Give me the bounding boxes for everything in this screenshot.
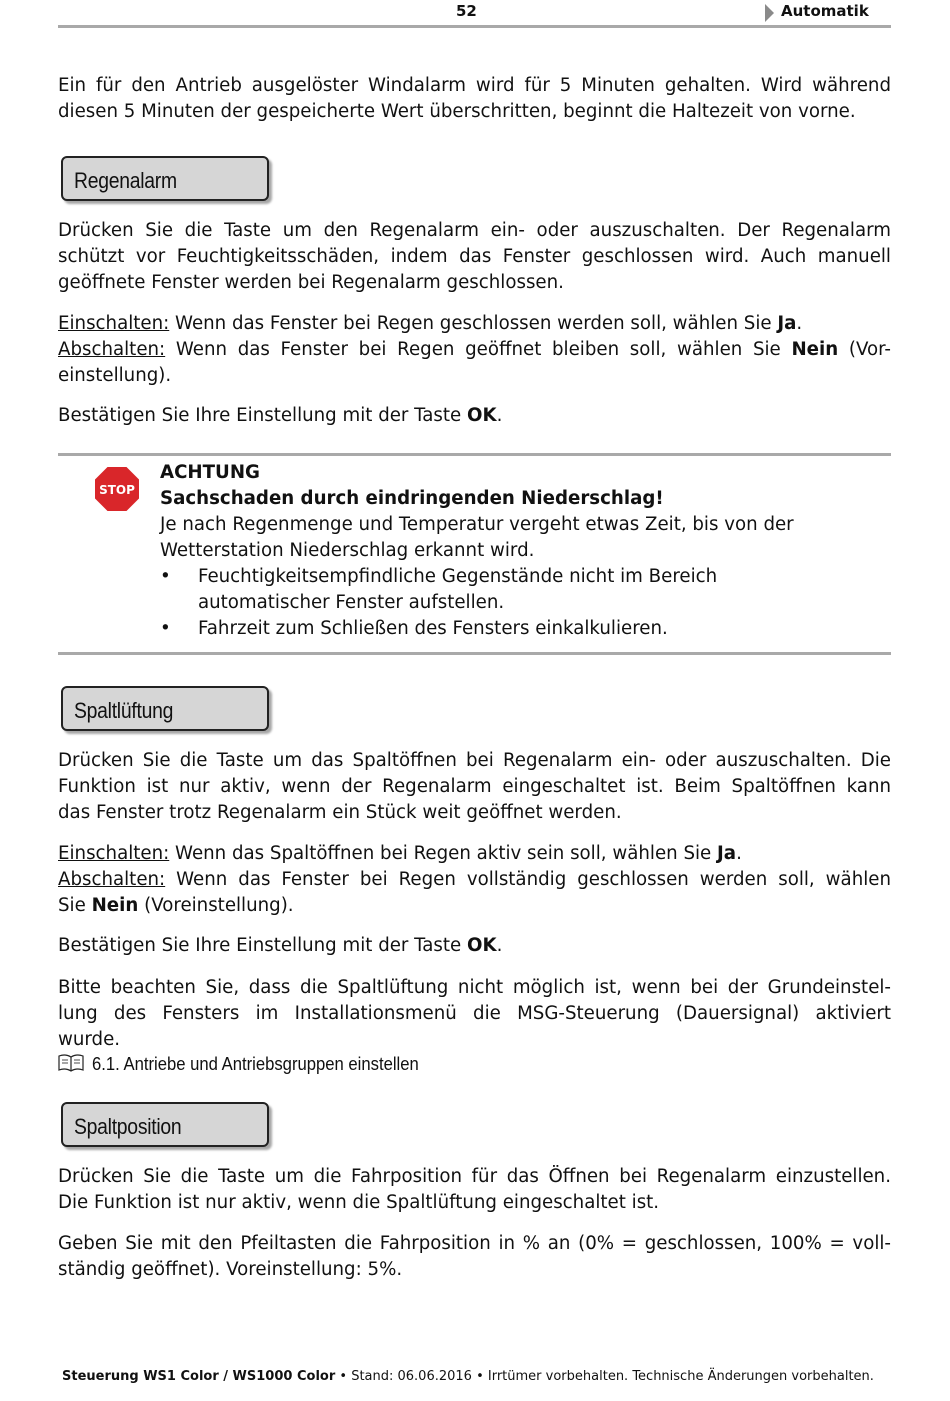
punctuation: . [796,313,803,334]
spaltlueftung-note [58,975,891,1053]
option-on-label: Einschalten: [58,843,170,864]
text-line: Geben Sie mit den Pfeiltasten die Fahrposition in % an (0% = geschlossen, 100% = voll- [58,1233,891,1254]
text-line: Wetterstation Niederschlag erkannt wird. [160,540,535,561]
ok-key: OK [467,405,497,426]
ok-key: OK [467,935,497,956]
option-off-text: Wenn das Fenster bei Regen geöffnet bleiben soll, wählen Sie [165,339,792,360]
footer-separator: • [335,1369,352,1384]
text-line: Je nach Regenmenge und Temperatur vergeht etwas Zeit, bis von der [160,514,794,535]
text-line: Drücken Sie die Taste um die Fahrposition für das Öffnen bei Regenalarm einzustellen. [58,1166,891,1187]
spaltlueftung-confirm [58,933,891,959]
text-line: Die Funktion ist nur aktiv, wenn die Spaltlüftung eingeschaltet ist. [58,1192,660,1213]
bullet-icon: • [160,618,171,639]
section-title: Automatik [781,2,869,20]
stop-sign-label: STOP [99,483,135,497]
regenalarm-description [58,218,891,296]
option-on-text: Wenn das Spaltöffnen bei Regen aktiv sein soll, wählen Sie [169,843,718,864]
confirm-text: Bestätigen Sie Ihre Einstellung mit der Taste [58,935,468,956]
punctuation: . [496,405,503,426]
warning-content [160,460,880,642]
option-off-text: Wenn das Fenster bei Regen vollständig geschlossen werden soll, wählen [165,869,891,890]
option-off-end: (Vor- [838,339,891,360]
text-line: diesen 5 Minuten der gespeicherte Wert überschritten, beginnt die Haltezeit von vorne. [58,101,856,122]
page-number: 52 [456,2,477,20]
book-icon [58,1054,84,1072]
text-line: Feuchtigkeitsempfindliche Gegenstände nicht im Bereich [198,566,718,587]
option-on-text: Wenn das Fenster bei Regen geschlossen werden soll, wählen Sie [169,313,778,334]
text-line: Bitte beachten Sie, dass die Spaltlüftung nicht möglich ist, wenn bei der Grundeinstel- [58,977,891,998]
button-label: Spaltlüftung [74,698,174,723]
spaltlueftung-options [58,841,891,919]
option-on-value: Ja [777,313,797,334]
text-line: Ein für den Antrieb ausgelöster Windalarm wird für 5 Minuten gehalten. Wird während [58,75,891,96]
reference-text: 6.1. Antriebe und Antriebsgruppen einstellen [92,1053,419,1074]
text-line: schützt vor Feuchtigkeitsschäden, indem das Fenster geschlossen wird. Auch manuell [58,246,891,267]
list-item [160,564,880,616]
regenalarm-options [58,311,891,389]
regenalarm-confirm [58,403,891,429]
punctuation: . [496,935,503,956]
option-off-label: Abschalten: [58,869,166,890]
text-line: geöffnete Fenster werden bei Regenalarm geschlossen. [58,272,564,293]
text-line: das Fenster trotz Regenalarm ein Stück weit geöffnet werden. [58,802,622,823]
text-line: einstellung). [58,365,172,386]
option-on-value: Ja [717,843,737,864]
intro-paragraph [58,73,891,125]
warning-title: ACHTUNG [160,462,260,483]
stop-sign-icon [94,466,140,512]
button-label: Regenalarm [74,168,177,193]
warning-rule-top [58,453,891,456]
footer-disclaimer: Irrtümer vorbehalten. Technische Änderungen vorbehalten. [487,1369,874,1384]
cross-reference-link[interactable] [58,1053,455,1075]
option-off-value: Nein [791,339,839,360]
text-line: lung des Fensters im Installationsmenü die MSG-Steuerung (Dauersignal) aktiviert [58,1003,891,1024]
spaltposition-instruction [58,1231,891,1283]
section-arrow-icon [765,4,774,22]
option-off-label: Abschalten: [58,339,166,360]
spaltlueftung-button[interactable] [61,686,269,731]
footer-separator: • [471,1369,488,1384]
page-footer [62,1369,874,1384]
header-rule [58,25,891,28]
list-item [160,616,880,642]
text-line: ständig geöffnet). Voreinstellung: 5%. [58,1259,403,1280]
warning-subtitle: Sachschaden durch eindringenden Niederschlag! [160,488,664,509]
spaltlueftung-description [58,748,891,826]
spaltposition-button[interactable] [61,1102,269,1147]
bullet-icon: • [160,566,171,587]
text-line: Funktion ist nur aktiv, wenn der Regenalarm eingeschaltet ist. Beim Spaltöffnen kann [58,776,891,797]
confirm-text: Bestätigen Sie Ihre Einstellung mit der Taste [58,405,468,426]
footer-stand: Stand: 06.06.2016 [351,1369,472,1384]
text-line: Fahrzeit zum Schließen des Fensters einkalkulieren. [198,618,668,639]
option-on-label: Einschalten: [58,313,170,334]
punctuation: . [736,843,742,864]
option-off-pre: Sie [58,895,92,916]
text-line: Drücken Sie die Taste um das Spaltöffnen bei Regenalarm ein- oder auszuschalten. Die [58,750,891,771]
button-label: Spaltposition [74,1114,182,1139]
text-line: Drücken Sie die Taste um den Regenalarm ein- oder auszuschalten. Der Regenalarm [58,220,891,241]
spaltposition-description [58,1164,891,1216]
option-off-value: Nein [91,895,139,916]
regenalarm-button[interactable] [61,156,269,201]
footer-product: Steuerung WS1 Color / WS1000 Color [62,1369,336,1384]
option-off-end: (Voreinstellung). [138,895,294,916]
text-line: wurde. [58,1029,121,1050]
text-line: automatischer Fenster aufstellen. [198,592,505,613]
warning-rule-bottom [58,652,891,655]
